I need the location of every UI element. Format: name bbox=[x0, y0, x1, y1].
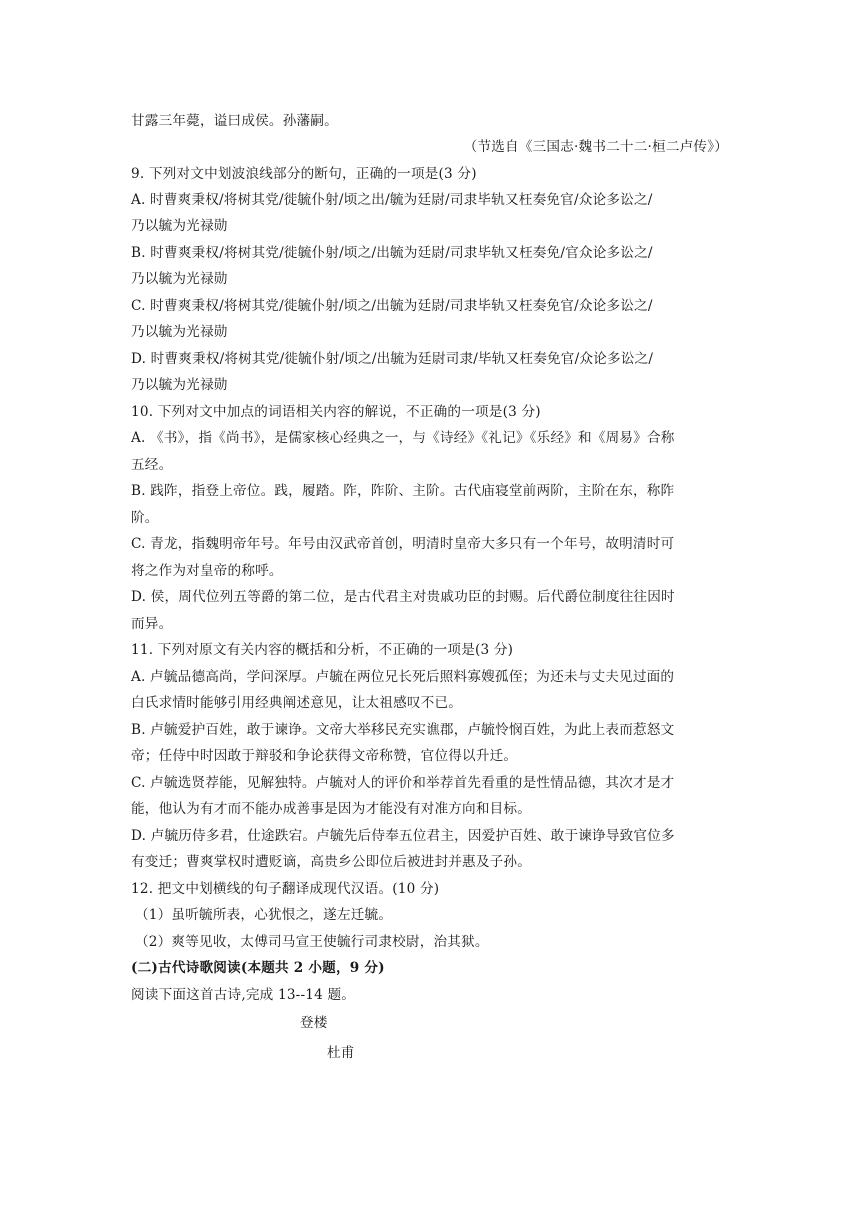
question-9-stem: 9. 下列对文中划波浪线部分的断句，正确的一项是(3 分) bbox=[131, 166, 477, 182]
question-9-option-c: C. 时曹爽秉权/将树其党/徙毓仆射/顷之/出毓为廷尉/司隶毕轨又枉奏免官/众论多讼之/ bbox=[131, 298, 653, 314]
question-11-stem: 11. 下列对原文有关内容的概括和分析，不正确的一项是(3 分) bbox=[131, 642, 514, 658]
question-11-option-d-cont: 有变迁；曹爽掌权时遭贬谪，高贵乡公即位后被进封并惠及子孙。 bbox=[131, 854, 532, 870]
question-9-option-b-cont: 乃以毓为光禄勋 bbox=[131, 271, 228, 287]
section-heading: (二)古代诗歌阅读(本题共 2 小题，9 分) bbox=[131, 960, 385, 976]
question-9-option-a-cont: 乃以毓为光禄勋 bbox=[131, 218, 228, 234]
question-10-stem: 10. 下列对文中加点的词语相关内容的解说，不正确的一项是(3 分) bbox=[131, 404, 541, 420]
question-9-option-b: B. 时曹爽秉权/将树其党/徙毓仆射/顷之/出毓为廷尉/司隶毕轨又枉奏免/官众论多讼之/ bbox=[131, 245, 653, 261]
question-10-option-d: D. 侯，周代位列五等爵的第二位，是古代君主对贵戚功臣的封赐。后代爵位制度往往因时 bbox=[131, 589, 675, 605]
section-instruction: 阅读下面这首古诗,完成 13--14 题。 bbox=[131, 987, 356, 1003]
question-12-item-1: （1）虽听毓所表，心犹恨之，遂左迁毓。 bbox=[135, 907, 393, 923]
question-9-option-c-cont: 乃以毓为光禄勋 bbox=[131, 324, 228, 340]
question-11-option-b-cont: 帝；任侍中时因敢于辩驳和争论获得文帝称赞，官位得以升迁。 bbox=[131, 748, 518, 764]
question-12-item-2: （2）爽等见收，太傅司马宣王使毓行司隶校尉，治其狱。 bbox=[135, 934, 489, 950]
question-11-option-c: C. 卢毓选贤荐能，见解独特。卢毓对人的评价和举荐首先看重的是性情品德，其次才是才 bbox=[131, 775, 675, 791]
question-10-option-c: C. 青龙，指魏明帝年号。年号由汉武帝首创，明清时皇帝大多只有一个年号，故明清时可 bbox=[131, 536, 675, 552]
question-10-option-d-cont: 而异。 bbox=[131, 616, 173, 632]
question-12-stem: 12. 把文中划横线的句子翻译成现代汉语。(10 分) bbox=[131, 881, 440, 897]
text-line: 甘露三年薨，谥曰成侯。孙藩嗣。 bbox=[131, 113, 338, 129]
question-11-option-a: A. 卢毓品德高尚，学问深厚。卢毓在两位兄长死后照料寡嫂孤侄；为还未与丈夫见过面的 bbox=[131, 669, 675, 685]
question-10-option-c-cont: 将之作为对皇帝的称呼。 bbox=[131, 563, 283, 579]
question-10-option-a: A. 《书》，指《尚书》，是儒家核心经典之一，与《诗经》《礼记》《乐经》和《周易》合称 bbox=[131, 430, 675, 446]
question-11-option-c-cont: 能，他认为有才而不能办成善事是因为才能没有对准方向和目标。 bbox=[131, 801, 532, 817]
question-10-option-a-cont: 五经。 bbox=[131, 457, 173, 473]
question-10-option-b-cont: 阶。 bbox=[131, 510, 159, 526]
question-11-option-a-cont: 白氏求情时能够引用经典阐述意见，让太祖感叹不已。 bbox=[131, 695, 463, 711]
question-11-option-b: B. 卢毓爱护百姓，敢于谏诤。文帝大举移民充实谯郡，卢毓怜悯百姓，为此上表而惹怒文 bbox=[131, 722, 675, 738]
poem-title: 登楼 bbox=[300, 1015, 328, 1031]
question-9-option-a: A. 时曹爽秉权/将树其党/徙毓仆射/顷之出/毓为廷尉/司隶毕轨又枉奏免官/众论多讼之/ bbox=[131, 192, 653, 208]
poem-author: 杜甫 bbox=[327, 1045, 355, 1061]
question-9-option-d-cont: 乃以毓为光禄勋 bbox=[131, 377, 228, 393]
question-10-option-b: B. 践阼，指登上帝位。践，履踏。阼，阼阶、主阶。古代庙寝堂前两阶，主阶在东，称阼 bbox=[131, 483, 675, 499]
source-citation: （节选自《三国志·魏书二十二·桓二卢传》） bbox=[463, 139, 728, 155]
question-9-option-d: D. 时曹爽秉权/将树其党/徙毓仆射/顷之/出毓为廷尉司隶/毕轨又枉奏免官/众论多讼之/ bbox=[131, 351, 654, 367]
question-11-option-d: D. 卢毓历侍多君，仕途跌宕。卢毓先后侍奉五位君主，因爱护百姓、敢于谏诤导致官位多 bbox=[131, 828, 675, 844]
